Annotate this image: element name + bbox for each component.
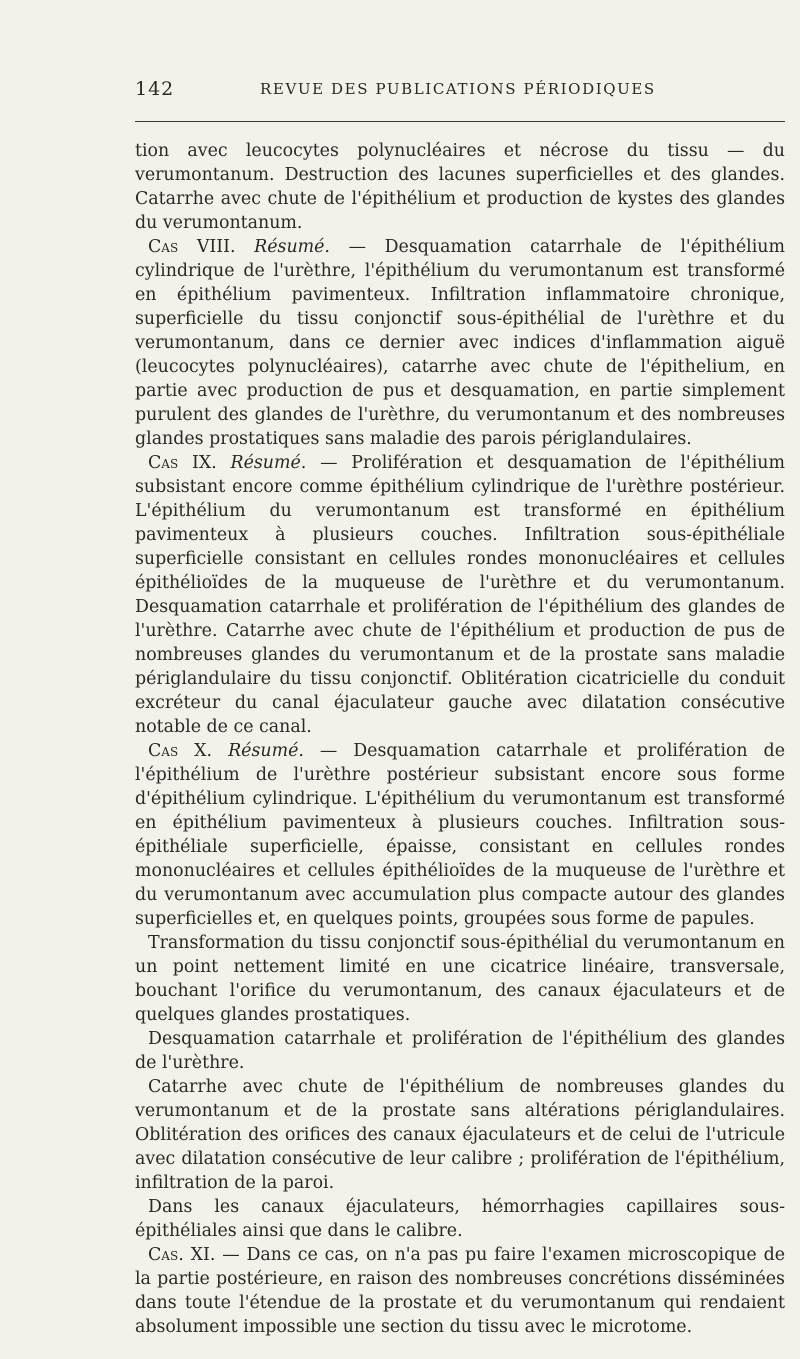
paragraph-text: Dans les canaux éjaculateurs, hémorrhagies capillaires sous-épithéliales ainsi que dans le calibre. bbox=[135, 1197, 785, 1241]
paragraph-case-viii bbox=[135, 235, 785, 451]
paragraph-case-x bbox=[135, 739, 785, 931]
paragraph-text: tion avec leucocytes polynucléaires et nécrose du tissu — du verumontanum. Destruction des lacunes superficielles et des glandes. Catarrhe avec chute de l'épithélium et production de kystes des glandes du verumontanum. bbox=[135, 141, 785, 233]
resume-label: Résumé. bbox=[230, 453, 307, 473]
page-number: 142 bbox=[135, 78, 175, 100]
case-label: Cas IX. bbox=[148, 453, 231, 473]
paragraph bbox=[135, 1075, 785, 1195]
paragraph-text: — Prolifération et desquamation de l'épithélium subsistant encore comme épithélium cylindrique de l'urèthre postérieur. L'épithélium du verumontanum est transformé en épithélium pavimenteux à plusieurs couches. Infiltration sous-épithéliale superficielle consistant en cellules rondes mononucléaires et cellules épithélioïdes de la muqueuse de l'urèthre et du verumontanum. Desquamation catarrhale et prolifération de l'épithélium des glandes de l'urèthre. Catarrhe avec chute de l'épithélium et production de pus de nombreuses glandes du verumontanum et de la prostate sans maladie périglandulaire du tissu conjonctif. Oblitération cicatricielle du conduit excréteur du canal éjaculateur gauche avec dilatation consécutive notable de ce canal. bbox=[135, 453, 785, 737]
paragraph-text: Catarrhe avec chute de l'épithélium de nombreuses glandes du verumontanum et de la prostate sans altérations périglandulaires. Oblitération des orifices des canaux éjaculateurs et de celui de l'utricule avec dilatation consécutive de leur calibre ; prolifération de l'épithélium, infiltration de la paroi. bbox=[135, 1077, 785, 1193]
page-header bbox=[135, 78, 695, 108]
paragraph-text: — Desquamation catarrhale et prolifération de l'épithélium de l'urèthre postérieur subsistant encore sous forme d'épithélium cylindrique. L'épithélium du verumontanum est transformé en épithélium pavimenteux à plusieurs couches. Infiltration sous-épithéliale superficielle, épaisse, consistant en cellules rondes mononucléaires et cellules épithélioïdes de la muqueuse de l'urèthre et du verumontanum avec accumulation plus compacte autour des glandes superficielles et, en quelques points, groupées sous forme de papules. bbox=[135, 741, 785, 929]
paragraph bbox=[135, 1195, 785, 1243]
resume-label: Résumé. bbox=[254, 237, 330, 257]
paragraph-case-xi bbox=[135, 1243, 785, 1339]
case-label: Cas X. bbox=[148, 741, 229, 761]
case-label: Cas. XI. bbox=[148, 1245, 216, 1265]
paragraph bbox=[135, 1027, 785, 1075]
paragraph-text: — Desquamation catarrhale de l'épithélium cylindrique de l'urèthre, l'épithélium du verumontanum est transformé en épithélium pavimenteux. Infiltration inflammatoire chronique, superficielle du tissu conjonctif sous-épithélial de l'urèthre et du verumontanum, dans ce dernier avec indices d'inflammation aiguë (leucocytes polynucléaires), catarrhe avec chute de l'épithelium, en partie avec production de pus et desquamation, en partie simplement purulent des glandes de l'urèthre, du verumontanum et des nombreuses glandes prostatiques sans maladie des parois périglandulaires. bbox=[135, 237, 785, 449]
running-title: REVUE DES PUBLICATIONS PÉRIODIQUES bbox=[260, 80, 656, 98]
paragraph-case-ix bbox=[135, 451, 785, 739]
paragraph bbox=[135, 139, 785, 235]
resume-label: Résumé. bbox=[228, 741, 304, 761]
header-rule bbox=[135, 121, 785, 122]
paragraph bbox=[135, 931, 785, 1027]
paragraph-text: Transformation du tissu conjonctif sous-épithélial du verumontanum en un point nettement limité en une cicatrice linéaire, transversale, bouchant l'orifice du verumontanum, des canaux éjaculateurs et de quelques glandes prostatiques. bbox=[135, 933, 785, 1025]
body-text bbox=[135, 139, 785, 1339]
paragraph-text: Desquamation catarrhale et prolifération de l'épithélium des glandes de l'urèthre. bbox=[135, 1029, 785, 1073]
case-label: Cas VIII. bbox=[148, 237, 255, 257]
paragraph-text: — Dans ce cas, on n'a pas pu faire l'examen microscopique de la partie postérieure, en raison des nombreuses concrétions disséminées dans toute l'étendue de la prostate et du verumontanum qui rendaient absolument impossible une section du tissu avec le microtome. bbox=[135, 1245, 786, 1337]
